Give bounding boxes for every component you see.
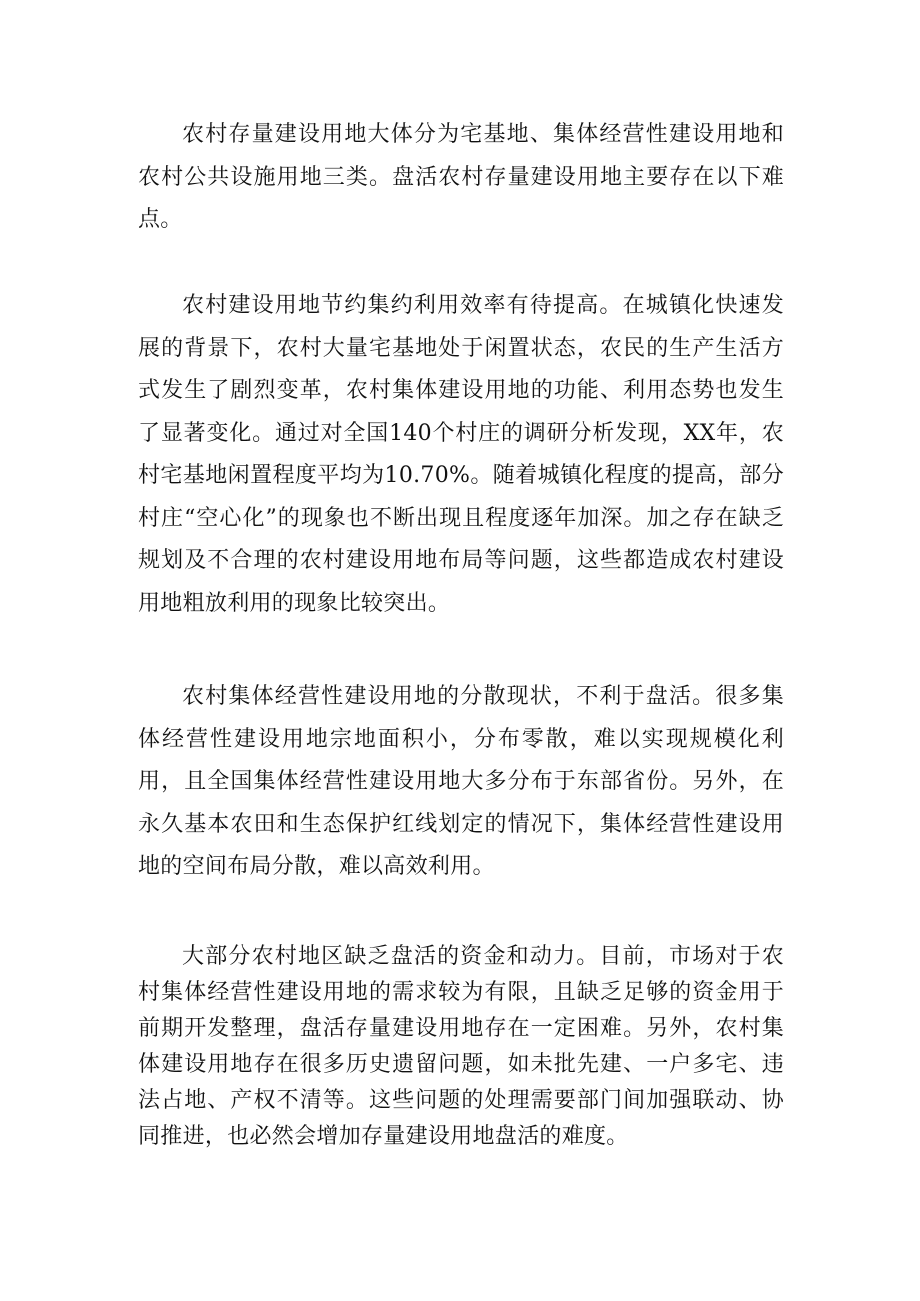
paragraph-intro: 农村存量建设用地大体分为宅基地、集体经营性建设用地和农村公共设施用地三类。盘活农村存量建设用地主要存在以下难点。 (138, 122, 784, 232)
paragraph-scattered-land: 农村集体经营性建设用地的分散现状，不利于盘活。很多集体经营性建设用地宗地面积小，分布零散，难以实现规模化利用，且全国集体经营性建设用地大多分布于东部省份。另外，在永久基本农田和生态保护红线划定的情况下，集体经营性建设用地的空间布局分散，难以高效利用。 (138, 684, 784, 879)
paragraph-funding-shortage: 大部分农村地区缺乏盘活的资金和动力。目前，市场对于农村集体经营性建设用地的需求较为有限，且缺乏足够的资金用于前期开发整理，盘活存量建设用地存在一定困难。另外，农村集体建设用地存在很多历史遗留问题，如未批先建、一户多宅、违法占地、产权不清等。这些问题的处理需要部门间加强联动、协同推进，也必然会增加存量建设用地盘活的难度。 (138, 944, 784, 1149)
paragraph-land-efficiency: 农村建设用地节约集约利用效率有待提高。在城镇化快速发展的背景下，农村大量宅基地处于闲置状态，农民的生产生活方式发生了剧烈变革，农村集体建设用地的功能、利用态势也发生了显著变化。通过对全国140个村庄的调研分析发现，XX年，农村宅基地闲置程度平均为10.70%。随着城镇化程度的提高，部分村庄“空心化”的现象也不断出现且程度逐年加深。加之存在缺乏规划及不合理的农村建设用地布局等问题，这些都造成农村建设用地粗放利用的现象比较突出。 (138, 293, 784, 616)
